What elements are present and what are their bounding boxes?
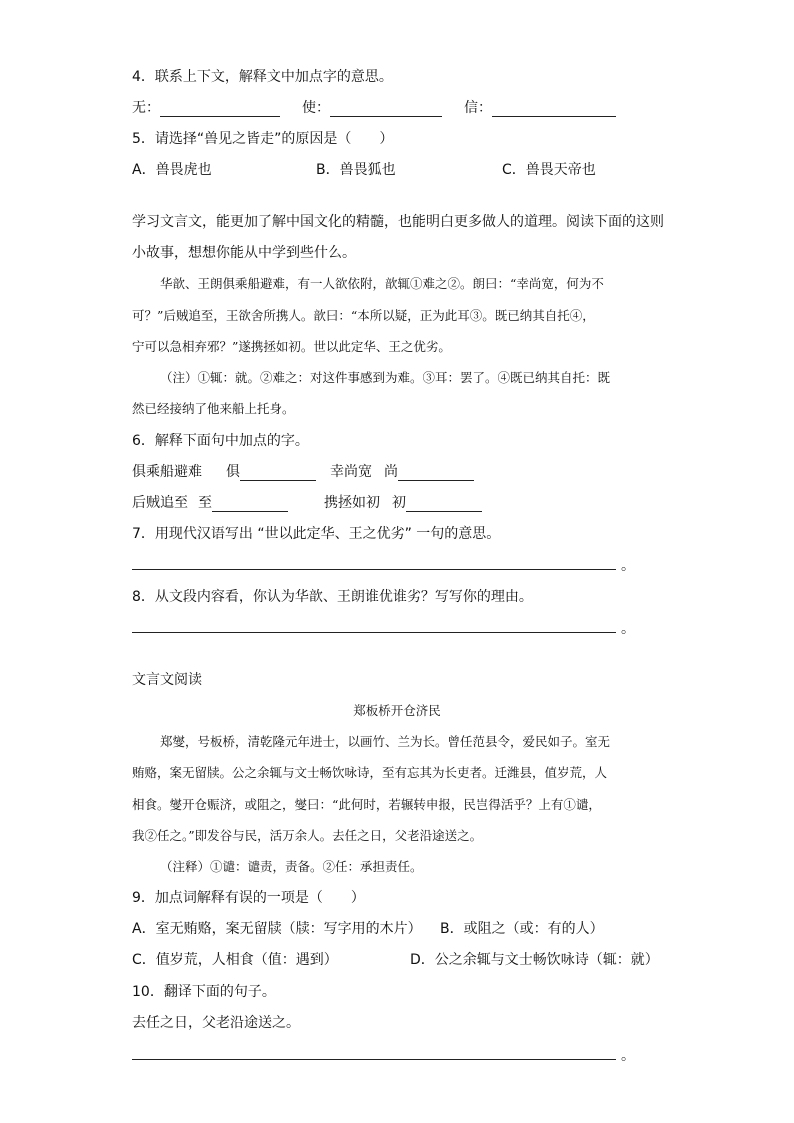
q8-period: 。 <box>621 621 635 637</box>
passage3-text-line1: 郑燮，号板桥，清乾隆元年进士，以画竹、兰为长。曾任范县令，爱民如子。室无 <box>160 734 611 749</box>
q10-sentence: 去任之日，父老沿途送之。 <box>132 1015 300 1031</box>
passage2-text-line2: 可？”后贼追至，王欲舍所携人。歆曰：“本所以疑，正为此耳③。既已纳其自托④， <box>132 308 595 323</box>
passage3-heading: 文言文阅读 <box>132 672 202 688</box>
q6-char-shang: 尚 <box>384 464 398 480</box>
q5-option-a[interactable]: A．兽畏虎也 <box>132 162 212 178</box>
passage3-title: 郑板桥开仓济民 <box>353 703 441 718</box>
q4-label-shi: 使： <box>302 100 330 116</box>
passage3-text-line3: 相食。燮开仓赈济，或阻之，燮曰：“此何时，若辗转申报，民岂得活乎？上有①谴， <box>132 797 601 812</box>
q6-blank-chu[interactable] <box>406 497 482 512</box>
q6-char-zhi: 至 <box>198 495 212 511</box>
q5-option-b[interactable]: B．兽畏狐也 <box>316 162 396 178</box>
q6-char-ju: 俱 <box>226 464 240 480</box>
q9-option-d[interactable]: D．公之余辄与文士畅饮咏诗（辄：就） <box>410 952 659 968</box>
q9-option-b[interactable]: B．或阻之（或：有的人） <box>440 921 604 937</box>
q10-period: 。 <box>621 1048 635 1064</box>
q6-blank-shang[interactable] <box>398 466 474 481</box>
q6-phrase-4: 携拯如初 <box>324 495 380 511</box>
q4-fields <box>132 99 616 117</box>
q4-label-wu: 无： <box>132 100 160 116</box>
passage3-note: （注释）①谴：谴责，责备。②任：承担责任。 <box>160 859 423 874</box>
q6-row2 <box>132 494 482 512</box>
q7-answer-line[interactable] <box>132 569 616 570</box>
q8-answer-line[interactable] <box>132 632 616 633</box>
q7-period: 。 <box>621 558 635 574</box>
q7-prompt: 7．用现代汉语写出 “世以此定华、王之优劣” 一句的意思。 <box>132 526 501 542</box>
q9-option-a[interactable]: A．室无贿赂，案无留牍（牍：写字用的木片） <box>132 921 422 937</box>
q6-blank-zhi[interactable] <box>212 497 288 512</box>
q6-prompt: 6．解释下面句中加点的字。 <box>132 433 309 449</box>
q6-char-chu: 初 <box>392 495 406 511</box>
q4-blank-xin[interactable] <box>492 102 616 117</box>
passage2-intro-line1: 学习文言文，能更加了解中国文化的精髓，也能明白更多做人的道理。阅读下面的这则 <box>132 214 664 230</box>
q6-phrase-3: 后贼追至 <box>132 495 188 511</box>
q9-prompt: 9．加点词解释有误的一项是（ ） <box>132 890 365 906</box>
passage3-text-line2: 贿赂，案无留牍。公之余辄与文士畅饮咏诗，至有忘其为长吏者。迁潍县，值岁荒，人 <box>132 765 608 780</box>
passage2-note-line2: 然已经接纳了他来船上托身。 <box>132 401 295 416</box>
passage2-text-line3: 宁可以急相弃邪？”遂携拯如初。世以此定华、王之优劣。 <box>132 339 451 354</box>
q6-phrase-2: 幸尚宽 <box>330 464 372 480</box>
q9-option-c[interactable]: C．值岁荒，人相食（值：遇到） <box>132 952 338 968</box>
q5-prompt: 5．请选择“兽见之皆走”的原因是（ ） <box>132 131 394 147</box>
passage2-text-line1: 华歆、王朗俱乘船避难，有一人欲依附，歆辄①难之②。朗曰：“幸尚宽，何为不 <box>160 276 604 291</box>
q4-blank-shi[interactable] <box>330 102 442 117</box>
passage2-intro-line2: 小故事，想想你能从中学到些什么。 <box>132 245 356 261</box>
q8-prompt: 8．从文段内容看，你认为华歆、王朗谁优谁劣？写写你的理由。 <box>132 589 533 605</box>
q10-prompt: 10．翻译下面的句子。 <box>132 984 276 1000</box>
q10-answer-line[interactable] <box>132 1059 616 1060</box>
q6-row1 <box>132 463 474 481</box>
q6-blank-ju[interactable] <box>240 466 316 481</box>
q5-option-c[interactable]: C．兽畏天帝也 <box>502 162 596 178</box>
q4-prompt: 4．联系上下文，解释文中加点字的意思。 <box>132 69 393 85</box>
passage3-text-line4: 我②任之。”即发谷与民，活万余人。去任之日，父老沿途送之。 <box>132 828 483 843</box>
q6-phrase-1: 俱乘船避难 <box>132 464 202 480</box>
q4-blank-wu[interactable] <box>160 102 280 117</box>
passage2-note-line1: （注）①辄：就。②难之：对这件事感到为难。③耳：罢了。④既已纳其自托：既 <box>160 370 611 385</box>
q4-label-xin: 信： <box>464 100 492 116</box>
